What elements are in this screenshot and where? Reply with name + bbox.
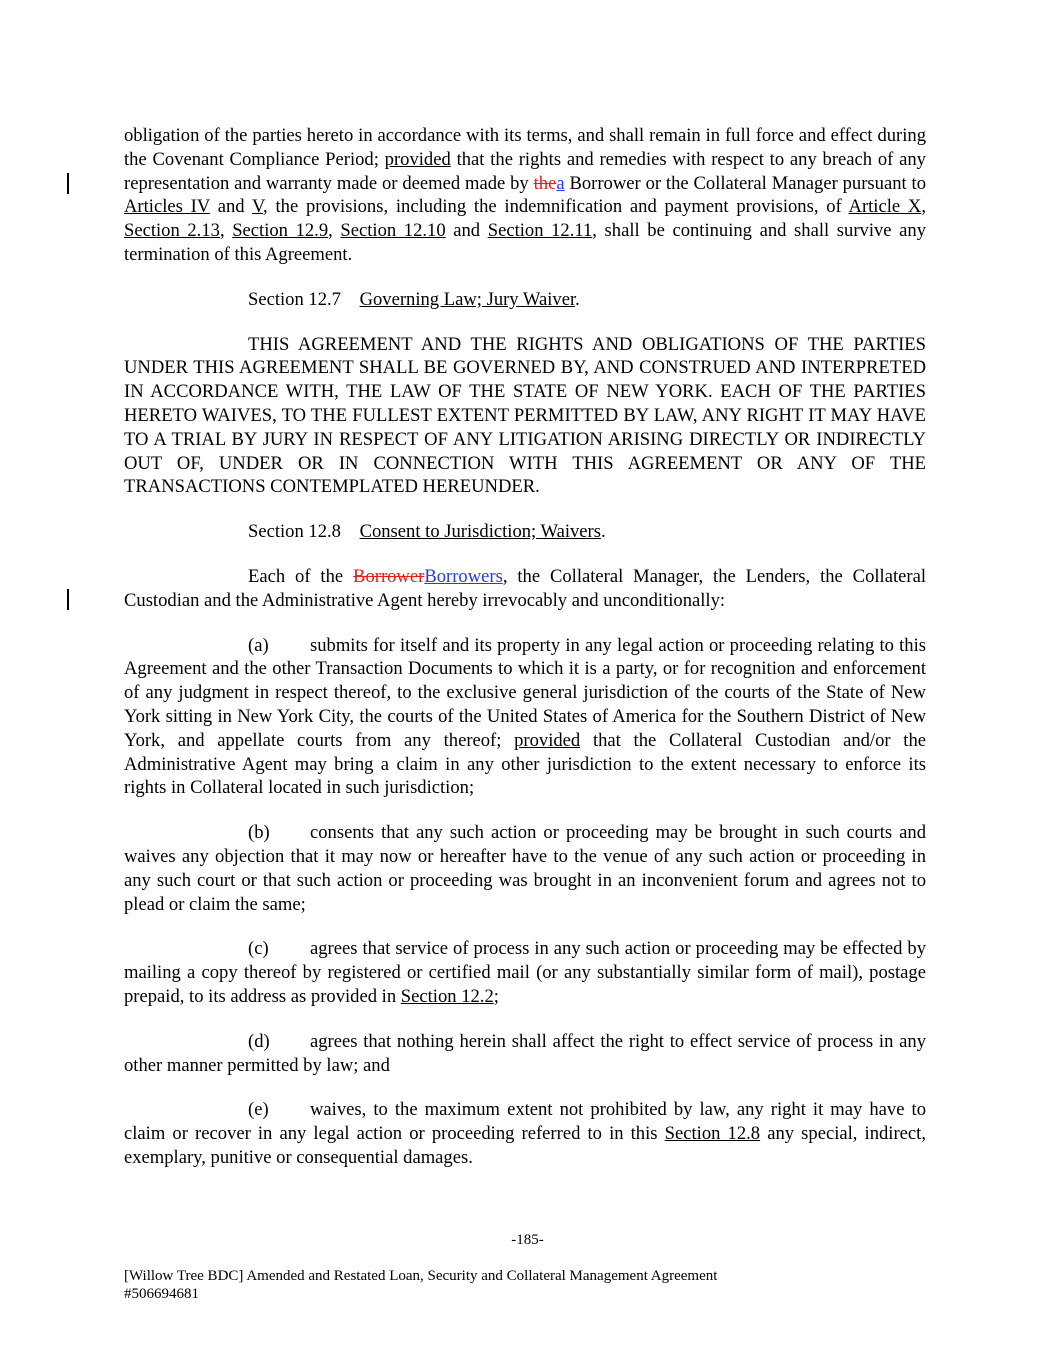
clause-c: (c) agrees that service of process in any such action or proceeding may be effected by mailing a copy thereof by registered or certified mail (or any substantially similar form of mail), postage prepaid, to its address as provided in Section 12.2;: [124, 938, 926, 1007]
section-heading-12-8: Section 12.8 Consent to Jurisdiction; Waivers.: [248, 521, 606, 543]
cross-reference: Article X: [848, 196, 922, 218]
jurisdiction-intro: Each of the BorrowerBorrowers, the Collateral Manager, the Lenders, the Collateral Custodian and the Administrative Agent hereby irrevocably and unconditionally:: [124, 565, 926, 611]
clause-a: (a) submits for itself and its property in any legal action or proceeding relating to this Agreement and the other Transaction Documents to which it is a party, or for recognition and enforcement of any judgment in respect thereof, to the exclusive general jurisdiction of the courts of the State of New York sitting in New York City, the courts of the United States of America for the Southern District of New York, and appellate courts from any thereof; provided that the Collateral Custodian and/or the Administrative Agent may bring a claim in any other jurisdiction to the extent necessary to enforce its rights in Collateral located in such jurisdiction;: [124, 634, 926, 799]
clause-label: (d): [248, 1030, 270, 1052]
footer-title: [Willow Tree BDC] Amended and Restated Loan, Security and Collateral Management Agreement: [124, 1268, 718, 1284]
inserted-text: Borrowers: [424, 565, 503, 587]
cross-reference: Section 12.8: [664, 1123, 761, 1145]
clause-label: (a): [248, 634, 269, 656]
cross-reference: Section 12.10: [340, 220, 446, 242]
footer-doc-id: #506694681: [124, 1286, 199, 1302]
cross-reference: Section 2.13: [124, 220, 220, 242]
cross-reference: Section 12.11: [487, 220, 593, 242]
clause-label: (e): [248, 1099, 269, 1121]
deleted-text: the: [533, 172, 557, 194]
governing-law-paragraph: THIS AGREEMENT AND THE RIGHTS AND OBLIGATIONS OF THE PARTIES UNDER THIS AGREEMENT SHALL BE GOVERNED BY, AND CONSTRUED AND INTERPRETED IN ACCORDANCE WITH, THE LAW OF THE STATE OF NEW YORK. EACH OF THE PARTIES HERETO WAIVES, TO THE FULLEST EXTENT PERMITTED BY LAW, ANY RIGHT IT MAY HAVE TO A TRIAL BY JURY IN RESPECT OF ANY LITIGATION ARISING DIRECTLY OR INDIRECTLY OUT OF, UNDER OR IN CONNECTION WITH THIS AGREEMENT OR ANY OF THE TRANSACTIONS CONTEMPLATED HEREUNDER.: [124, 333, 926, 498]
cross-reference: Section 12.9: [232, 220, 329, 242]
inserted-text: a: [556, 172, 565, 194]
cross-reference: Articles IV: [124, 196, 210, 218]
provided-term: provided: [514, 729, 581, 751]
clause-label: (c): [248, 938, 269, 960]
change-bar: [67, 589, 69, 610]
section-heading-12-7: Section 12.7 Governing Law; Jury Waiver.: [248, 288, 580, 310]
section-title: Governing Law; Jury Waiver: [359, 288, 576, 310]
section-title: Consent to Jurisdiction; Waivers: [359, 521, 601, 543]
clause-e: (e) waives, to the maximum extent not prohibited by law, any right it may have to claim or recover in any legal action or proceeding referred to in this Section 12.8 any special, indirect, exemplary, punitive or consequential damages.: [124, 1099, 926, 1168]
cross-reference: Section 12.2: [400, 985, 494, 1007]
cross-reference: V: [252, 196, 264, 218]
page-number: -185-: [511, 1232, 544, 1248]
provided-term: provided: [384, 148, 451, 170]
change-bar: [67, 173, 69, 194]
deleted-text: Borrower: [353, 565, 425, 587]
paragraph-survival: obligation of the parties hereto in accordance with its terms, and shall remain in full force and effect during the Covenant Compliance Period; provided that the rights and remedies with respect to any breach of any representation and warranty made or deemed made by thea Borrower or the Collateral Manager pursuant to Articles IV and V, the provisions, including the indemnification and payment provisions, of Article X, Section 2.13, Section 12.9, Section 12.10 and Section 12.11, shall be continuing and shall survive any termination of this Agreement.: [124, 125, 927, 265]
clause-d: (d) agrees that nothing herein shall affect the right to effect service of process in any other manner permitted by law; and: [124, 1030, 926, 1076]
clause-b: (b) consents that any such action or proceeding may be brought in such courts and waives any objection that it may now or hereafter have to the venue of any such action or proceeding in any such court or that such action or proceeding was brought in an inconvenient forum and agrees not to plead or claim the same;: [124, 822, 926, 915]
clause-label: (b): [248, 822, 270, 844]
document-footer: [124, 1267, 717, 1303]
document-body: [124, 124, 926, 1170]
